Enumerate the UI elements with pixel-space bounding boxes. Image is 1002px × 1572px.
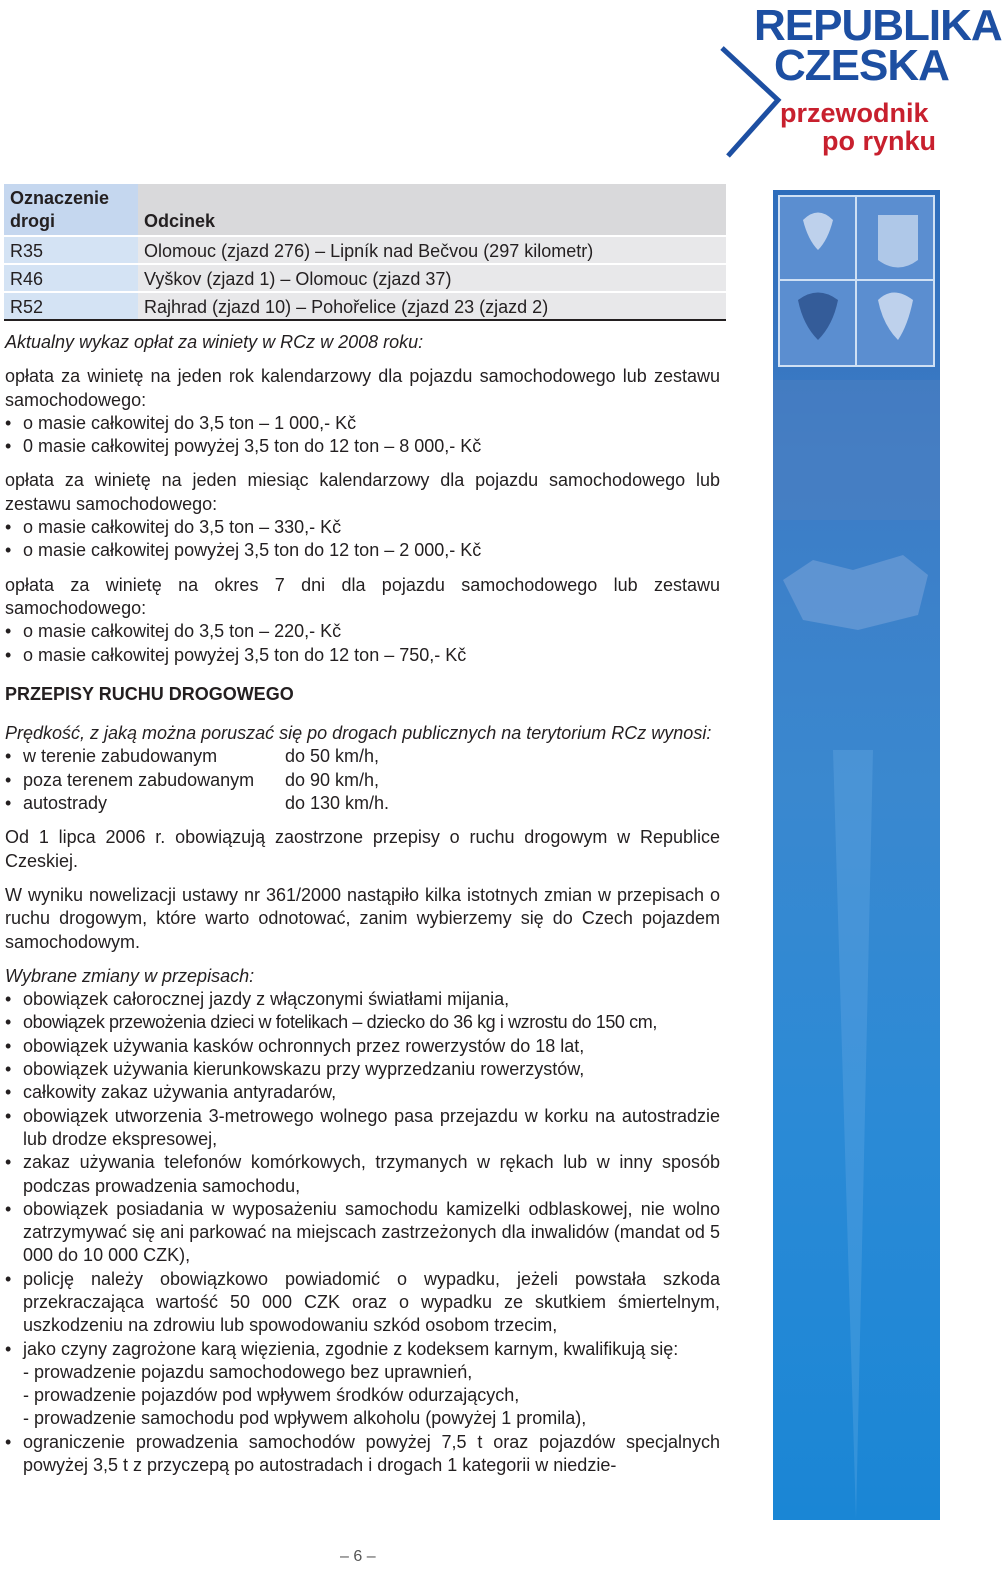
list-item: • o masie całkowitej powyżej 3,5 ton do 12 ton – 750,- Kč: [5, 644, 720, 667]
vignette-heading: Aktualny wykaz opłat za winiety w RCz w 2008 roku:: [5, 332, 424, 352]
page-number: – 6 –: [340, 1548, 376, 1565]
list-item: • obowiązek przewożenia dzieci w fotelikach – dziecko do 36 kg i wzrostu do 150 cm,: [5, 1011, 720, 1034]
list-item: • o masie całkowitej do 3,5 ton – 220,- Kč: [5, 620, 720, 643]
speed-value: do 130 km/h.: [285, 793, 390, 814]
list-item: • o masie całkowitej powyżej 3,5 ton do 12 ton – 2 000,- Kč: [5, 539, 720, 562]
roads-table: [4, 184, 726, 321]
main-content: [0, 184, 722, 1477]
speed-label: autostrady: [23, 793, 108, 814]
sub-list-item: - prowadzenie pojazdów pod wpływem środków odurzających,: [23, 1385, 520, 1406]
speed-list: [0, 745, 720, 815]
list-item: • zakaz używania telefonów komórkowych, trzymanych w rękach lub w inny sposób podczas prowadzenia samochodu,: [5, 1151, 720, 1198]
list-item: [5, 745, 720, 768]
list-item: • ograniczenie prowadzenia samochodów powyżej 7,5 t oraz pojazdów specjalnych powyżej 3,5 t z przyczepą po autostradach i drogach 1 kategorii w niedzie-: [5, 1431, 720, 1478]
list-item: • obowiązek utworzenia 3-metrowego wolnego pasa przejazdu w korku na autostradzie lub drodze ekspresowej,: [5, 1105, 720, 1152]
list-item: • 0 masie całkowitej powyżej 3,5 ton do 12 ton – 8 000,- Kč: [5, 435, 720, 458]
road-cell: R35: [4, 236, 138, 264]
road-cell: R46: [4, 264, 138, 292]
road-cell: R52: [4, 292, 138, 320]
republika-czeska-logo: [718, 1, 1002, 162]
section-title: PRZEPISY RUCHU DROGOWEGO: [5, 683, 294, 704]
list-item: [5, 792, 720, 815]
list-item: • obowiązek posiadania w wyposażeniu samochodu kamizelki odblaskowej, nie wolno zatrzymywać się ani parkować na miejscach zastrzeżonych dla inwalidów (mandat od 5 000 do 10 000 CZK),: [5, 1198, 720, 1268]
list-item: • o masie całkowitej do 3,5 ton – 330,- Kč: [5, 516, 720, 539]
changes-list: [0, 988, 720, 1477]
changes-heading: Wybrane zmiany w przepisach:: [5, 965, 255, 986]
vignette-month-list: [0, 516, 720, 563]
paragraph: Od 1 lipca 2006 r. obowiązują zaostrzone przepisy o ruchu drogowym w Republice Czeskiej.: [5, 827, 720, 871]
table-header-row: [4, 184, 726, 236]
speed-value: do 90 km/h,: [285, 769, 380, 790]
vignette-year-list: [0, 412, 720, 459]
section-cell: Olomouc (zjazd 276) – Lipník nad Bečvou (297 kilometr): [138, 236, 726, 264]
vignette-week-intro: opłata za winietę na okres 7 dni dla pojazdu samochodowego lub zestawu samochodowego:: [5, 574, 720, 618]
paragraph: W wyniku nowelizacji ustawy nr 361/2000 nastąpiło kilka istotnych zmian w przepisach o ruchu drogowym, które warto odnotować, zanim wybierzemy się do Czech pojazdem samochodowym.: [5, 884, 720, 952]
list-item: • obowiązek używania kierunkowskazu przy wyprzedzaniu rowerzystów,: [5, 1058, 720, 1081]
list-item: • obowiązek całorocznej jazdy z włączonymi światłami mijania,: [5, 988, 720, 1011]
sub-list-item: - prowadzenie samochodu pod wpływem alkoholu (powyżej 1 promila),: [23, 1408, 587, 1429]
list-item: • policję należy obowiązkowo powiadomić o wypadku, jeżeli powstała szkoda przekraczająca wartość 50 000 CZK oraz o wypadku ze skutkiem śmiertelnym, uszkodzeniu na zdrowiu lub spowodowaniu szkód osobom trzecim,: [5, 1268, 720, 1338]
logo-line4: po rynku: [822, 126, 937, 156]
list-item: [5, 769, 720, 792]
list-item: • jako czyny zagrożone karą więzienia, zgodnie z kodeksem karnym, kwalifikują się:: [5, 1338, 720, 1361]
speed-value: do 50 km/h,: [285, 746, 380, 767]
speed-intro: Prędkość, z jaką można poruszać się po drogach publicznych na terytorium RCz wynosi:: [5, 723, 712, 744]
col-section-header: Odcinek: [138, 184, 726, 236]
coat-of-arms-icon: [773, 190, 940, 1520]
speed-label: w terenie zabudowanym: [23, 746, 218, 767]
table-row: [4, 292, 726, 320]
list-item: • o masie całkowitej do 3,5 ton – 1 000,- Kč: [5, 412, 720, 435]
logo-line2: CZESKA: [774, 41, 949, 90]
vignette-week-list: [0, 620, 720, 667]
col-road-header: Oznaczenie drogi: [4, 184, 138, 236]
section-cell: Rajhrad (zjazd 10) – Pohořelice (zjazd 23 (zjazd 2): [138, 292, 726, 320]
logo-line1: REPUBLIKA: [754, 1, 1002, 50]
table-row: [4, 264, 726, 292]
vignette-year-intro: opłata za winietę na jeden rok kalendarzowy dla pojazdu samochodowego lub zestawu samochodowego:: [5, 366, 720, 410]
section-cell: Vyškov (zjazd 1) – Olomouc (zjazd 37): [138, 264, 726, 292]
logo-line3: przewodnik: [780, 98, 929, 128]
vignette-month-intro: opłata za winietę na jeden miesiąc kalendarzowy dla pojazdu samochodowego lub zestawu samochodowego:: [5, 470, 720, 514]
side-decorative-panel: [773, 190, 940, 1520]
speed-label: poza terenem zabudowanym: [23, 769, 255, 790]
table-row: [4, 236, 726, 264]
list-item: • całkowity zakaz używania antyradarów,: [5, 1081, 720, 1104]
sub-list-item: - prowadzenie pojazdu samochodowego bez uprawnień,: [23, 1361, 473, 1382]
list-item: • obowiązek używania kasków ochronnych przez rowerzystów do 18 lat,: [5, 1035, 720, 1058]
